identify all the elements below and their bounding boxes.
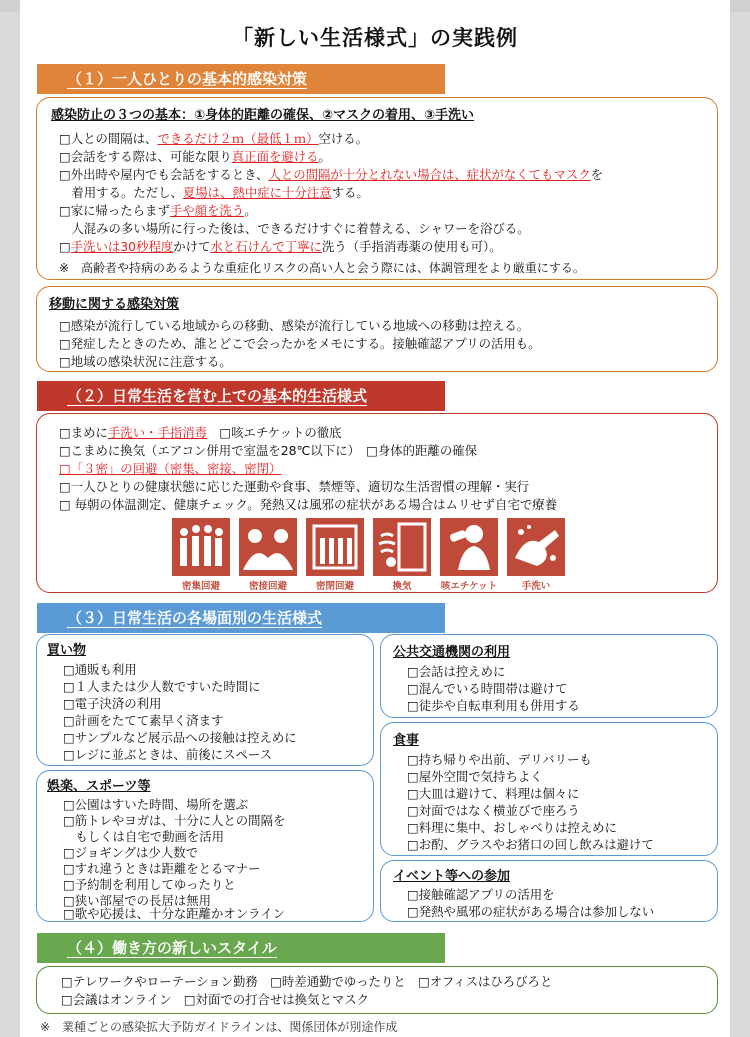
daily-line-3: □「３密」の回避（密集、密接、密閉） bbox=[59, 461, 282, 476]
basics-line-7: □手洗いは30秒程度かけて水と石けんで丁寧に洗う（手指消毒薬の使用も可）。 bbox=[59, 239, 502, 254]
daily-line-4: □一人ひとりの健康状態に応じた運動や食事、禁煙等、適切な生活習慣の理解・実行 bbox=[59, 479, 530, 494]
highlight: 手や顔を洗う bbox=[169, 203, 245, 218]
movement-box bbox=[36, 286, 718, 372]
text: □咳エチケットの徹底 bbox=[207, 425, 342, 440]
events-item: □発熱や風邪の症状がある場合は参加しない bbox=[407, 904, 655, 919]
highlight: 手洗い・手指消毒 bbox=[107, 425, 208, 440]
movement-line-2: □発症したときのため、誰とどこで会ったかをメモにする。接触確認アプリの活用も。 bbox=[59, 336, 541, 351]
dining-item: □料理に集中、おしゃべりは控えめに bbox=[407, 820, 617, 835]
shopping-heading: 買い物 bbox=[47, 643, 87, 658]
dining-item: □大皿は避けて、料理は個々に bbox=[407, 786, 580, 801]
text: する。 bbox=[331, 185, 369, 200]
transit-item: □会話は控えめに bbox=[407, 664, 506, 679]
ventilation-icon bbox=[373, 518, 431, 576]
section-4-band bbox=[37, 933, 445, 963]
highlight: 夏場は、熱中症に十分注意 bbox=[182, 185, 332, 200]
shopping-item: □レジに並ぶときは、前後にスペース bbox=[63, 747, 273, 762]
text: 洗う（手指消毒薬の使用も可）。 bbox=[321, 239, 502, 254]
transit-box bbox=[380, 634, 718, 718]
shopping-item: □計画をたてて素早く済ます bbox=[63, 713, 224, 728]
section-3-band bbox=[37, 603, 445, 633]
basics-line-6: 人混みの多い場所に行った後は、できるだけすぐに着替える、シャワーを浴びる。 bbox=[59, 221, 530, 236]
cough-etiquette-icon bbox=[440, 518, 498, 576]
closed-space-icon bbox=[306, 518, 364, 576]
basics-heading: 感染防止の３つの基本：①身体的距離の確保、②マスクの着用、③手洗い bbox=[51, 108, 475, 123]
section-1-band bbox=[37, 64, 445, 94]
recreation-item: □予約制を利用してゆったりと bbox=[63, 877, 236, 892]
section-2-title: （２）日常生活を営む上での基本的生活様式 bbox=[67, 387, 368, 405]
basics-note: ※ 高齢者や持病のあるような重症化リスクの高い人と会う際には、体調管理をより厳重にする。 bbox=[59, 261, 585, 275]
recreation-heading: 娯楽、スポーツ等 bbox=[47, 779, 151, 794]
section-1-title: （１）一人ひとりの基本的感染対策 bbox=[67, 70, 308, 88]
daily-line-5: □ 毎朝の体温測定、健康チェック。発熱又は風邪の症状がある場合はムリせず自宅で療養 bbox=[59, 497, 558, 512]
text: を bbox=[590, 167, 604, 182]
highlight: 真正面を避ける bbox=[231, 149, 319, 164]
events-box bbox=[380, 860, 718, 922]
shopping-item: □サンプルなど展示品への接触は控えめに bbox=[63, 730, 297, 745]
basics-line-4 bbox=[59, 184, 369, 201]
transit-item: □徒歩や自転車利用も併用する bbox=[407, 698, 580, 713]
daily-line-2: □こまめに換気（エアコン併用で室温を28℃以下に） □身体的距離の確保 bbox=[59, 443, 477, 458]
section-2-band bbox=[37, 381, 445, 411]
shopping-item: □１人または少人数ですいた時間に bbox=[63, 679, 261, 694]
text: □家に帰ったらまず bbox=[59, 203, 170, 218]
workstyle-line-2: □会議はオンライン □対面での打合せは換気とマスク bbox=[61, 992, 370, 1007]
recreation-box bbox=[36, 770, 374, 922]
dining-item: □持ち帰りや出前、デリバリーも bbox=[407, 752, 592, 767]
recreation-item: □筋トレやヨガは、十分に人との間隔を bbox=[63, 813, 286, 828]
recreation-item: □すれ違うときは距離をとるマナー bbox=[63, 861, 261, 876]
recreation-item: もしくは自宅で動画を活用 bbox=[63, 829, 225, 844]
basics-line-2 bbox=[59, 148, 331, 165]
basics-line-3 bbox=[59, 166, 603, 183]
movement-heading: 移動に関する感染対策 bbox=[49, 297, 180, 312]
cough-etiquette-caption: 咳エチケット bbox=[440, 581, 498, 592]
dining-item: □お酌、グラスやお猪口の回し飲みは避けて bbox=[407, 837, 654, 852]
dining-box bbox=[380, 722, 718, 856]
text: 空ける。 bbox=[318, 131, 369, 146]
recreation-item: □公園はすいた時間、場所を選ぶ bbox=[63, 797, 249, 812]
highlight: できるだけ２ｍ（最低１ｍ） bbox=[157, 131, 319, 146]
text: かけて bbox=[173, 239, 211, 254]
recreation-item: □ジョギングは少人数で bbox=[63, 845, 198, 860]
page-title: 「新しい生活様式」の実践例 bbox=[232, 26, 518, 50]
movement-line-3: □地域の感染状況に注意する。 bbox=[59, 354, 232, 369]
section-3-title: （３）日常生活の各場面別の生活様式 bbox=[67, 609, 323, 627]
transit-item: □混んでいる時間帯は避けて bbox=[407, 681, 568, 696]
daily-basics-box bbox=[36, 413, 718, 593]
highlight: 手洗いは30秒程度 bbox=[70, 239, 174, 254]
recreation-item: □歌や応援は、十分な距離かオンライン bbox=[63, 906, 285, 921]
shopping-item: □通販も利用 bbox=[63, 662, 137, 677]
ventilation-caption: 換気 bbox=[392, 581, 412, 592]
workstyle-line-1: □テレワークやローテーション勤務 □時差通勤でゆったりと □オフィスはひろびろと bbox=[61, 974, 553, 989]
dining-heading: 食事 bbox=[393, 733, 420, 748]
recreation-item: □狭い部屋での長居は無用 bbox=[63, 893, 212, 908]
events-heading: イベント等への参加 bbox=[393, 869, 511, 884]
basics-line-1 bbox=[59, 130, 368, 147]
text: 着用する。ただし、 bbox=[59, 185, 183, 200]
dining-item: □対面ではなく横並びで座ろう bbox=[407, 803, 580, 818]
close-contact-icon bbox=[239, 518, 297, 576]
highlight: 水と石けんで丁寧に bbox=[210, 239, 322, 254]
close-contact-caption: 密接回避 bbox=[248, 581, 287, 592]
basics-line-5 bbox=[59, 202, 257, 219]
daily-line-1 bbox=[59, 424, 342, 441]
handwash-icon bbox=[507, 518, 565, 576]
basics-box bbox=[36, 97, 718, 280]
shopping-item: □電子決済の利用 bbox=[63, 696, 162, 711]
crowd-icon bbox=[172, 518, 230, 576]
footnote: ※ 業種ごとの感染拡大予防ガイドラインは、関係団体が別途作成 bbox=[40, 1020, 398, 1034]
closed-space-caption: 密閉回避 bbox=[315, 581, 354, 592]
transit-heading: 公共交通機関の利用 bbox=[393, 645, 511, 660]
text: 。 bbox=[244, 203, 257, 218]
text: □外出時や屋内でも会話をするとき、 bbox=[59, 167, 269, 182]
text: □人との間隔は、 bbox=[59, 131, 158, 146]
text: 。 bbox=[318, 149, 331, 164]
dining-item: □屋外空間で気持ちよく bbox=[407, 769, 543, 784]
handwash-caption: 手洗い bbox=[521, 581, 551, 592]
highlight: 人との間隔が十分とれない場合は、症状がなくてもマスク bbox=[268, 167, 591, 182]
events-item: □接触確認アプリの活用を bbox=[407, 887, 555, 902]
shopping-box bbox=[36, 634, 374, 766]
crowd-caption: 密集回避 bbox=[181, 581, 220, 592]
text: □会話をする際は、可能な限り bbox=[59, 149, 232, 164]
section-4-title: （４）働き方の新しいスタイル bbox=[67, 939, 277, 957]
workstyle-box bbox=[36, 966, 718, 1014]
text: □まめに bbox=[59, 425, 108, 440]
movement-line-1: □感染が流行している地域からの移動、感染が流行している地域への移動は控える。 bbox=[59, 318, 530, 333]
